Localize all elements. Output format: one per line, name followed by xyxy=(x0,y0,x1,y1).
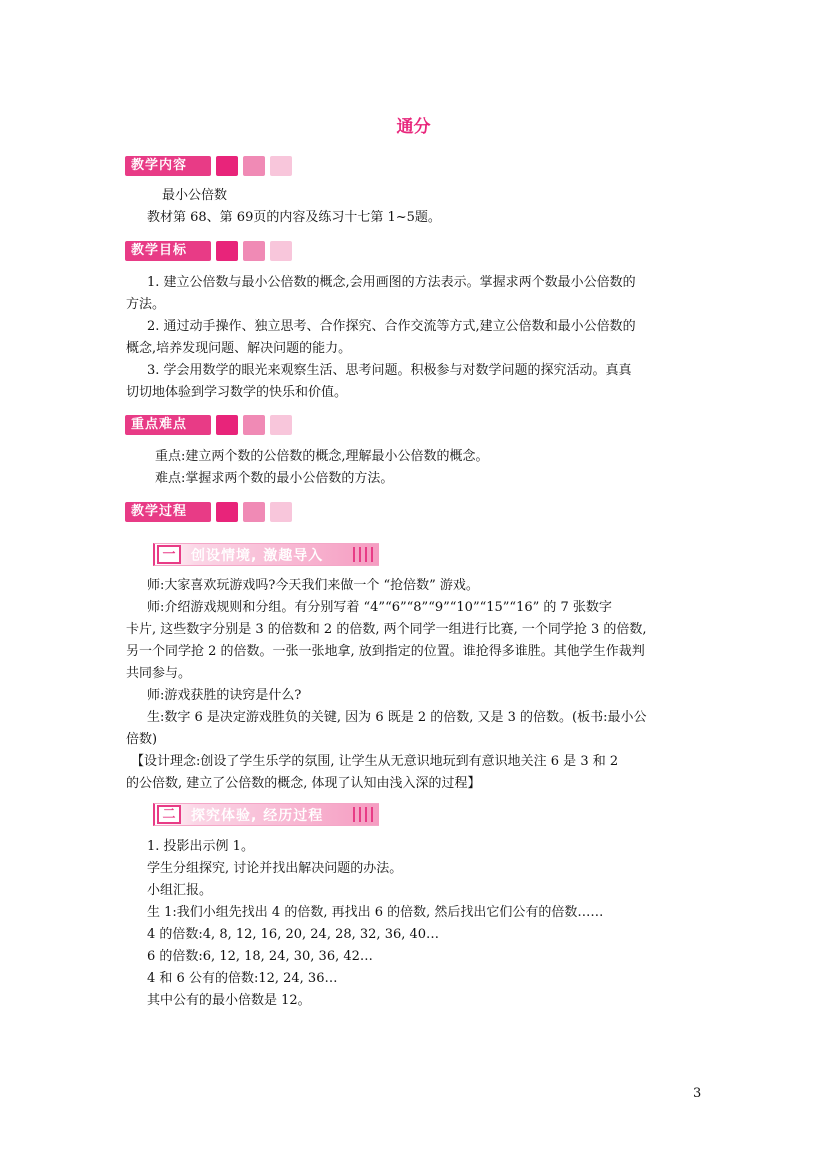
step-header-2 xyxy=(153,803,379,826)
paragraph-line: 6 的倍数:6, 12, 18, 24, 30, 36, 42… xyxy=(147,949,373,964)
paragraph-line: 小组汇报。 xyxy=(147,883,213,898)
content-line: 最小公倍数 xyxy=(162,188,228,203)
page-number: 3 xyxy=(693,1086,702,1101)
goal-line: 切切地体验到学习数学的快乐和价值。 xyxy=(126,385,348,400)
paragraph-line: 1. 投影出示例 1。 xyxy=(147,839,254,854)
paragraph-line: 师:介绍游戏规则和分组。有分别写着 “4”“6”“8”“9”“10”“15”“16” 的 7 张数字 xyxy=(147,600,612,615)
decor-square xyxy=(243,415,265,435)
design-note-line: 【设计理念:创设了学生乐学的氛围, 让学生从无意识地玩到有意识地关注 6 是 3 和 2 xyxy=(131,754,619,769)
paragraph-line: 4 的倍数:4, 8, 12, 16, 20, 24, 28, 32, 36, 40… xyxy=(147,927,440,942)
page-title: 通分 xyxy=(396,117,431,137)
paragraph-line: 倍数) xyxy=(126,732,158,747)
paragraph-line: 生 1:我们小组先找出 4 的倍数, 再找出 6 的倍数, 然后找出它们公有的倍数…… xyxy=(147,905,604,920)
section-header-process xyxy=(125,502,292,522)
step-title: 探究体验, 经历过程 xyxy=(191,807,324,824)
step-number: 二 xyxy=(157,805,181,824)
decor-stripes xyxy=(353,807,377,822)
content-line: 教材第 68、第 69页的内容及练习十七第 1~5题。 xyxy=(147,210,441,225)
step-number: 一 xyxy=(157,545,181,564)
paragraph-line: 卡片, 这些数字分别是 3 的倍数和 2 的倍数, 两个同学一组进行比赛, 一个同学抢 3 的倍数, xyxy=(126,622,647,637)
paragraph-line: 4 和 6 公有的倍数:12, 24, 36… xyxy=(147,971,338,986)
paragraph-line: 师:大家喜欢玩游戏吗?今天我们来做一个 “抢倍数” 游戏。 xyxy=(147,578,479,593)
goal-line: 3. 学会用数学的眼光来观察生活、思考问题。积极参与对数学问题的探究活动。真真 xyxy=(147,363,632,378)
key-line: 难点:掌握求两个数的最小公倍数的方法。 xyxy=(155,471,394,486)
decor-square xyxy=(216,241,238,261)
design-note-line: 的公倍数, 建立了公倍数的概念, 体现了认知由浅入深的过程】 xyxy=(126,776,481,791)
paragraph-line: 另一个同学抢 2 的倍数。一张一张地拿, 放到指定的位置。谁抢得多谁胜。其他学生作裁判 xyxy=(126,644,645,659)
decor-square xyxy=(270,415,292,435)
paragraph-line: 学生分组探究, 讨论并找出解决问题的办法。 xyxy=(147,861,403,876)
decor-square xyxy=(243,502,265,522)
goal-line: 1. 建立公倍数与最小公倍数的概念,会用画图的方法表示。掌握求两个数最小公倍数的 xyxy=(147,275,636,290)
decor-square xyxy=(243,156,265,176)
decor-stripes xyxy=(353,547,377,562)
key-line: 重点:建立两个数的公倍数的概念,理解最小公倍数的概念。 xyxy=(155,449,489,464)
step-title: 创设情境, 激趣导入 xyxy=(191,547,324,564)
section-label: 教学过程 xyxy=(125,502,211,522)
decor-square xyxy=(270,156,292,176)
section-label: 教学目标 xyxy=(125,241,211,261)
decor-square xyxy=(243,241,265,261)
goal-line: 方法。 xyxy=(126,297,166,312)
section-header-key xyxy=(125,415,292,435)
goal-line: 概念,培养发现问题、解决问题的能力。 xyxy=(126,341,352,356)
section-header-content xyxy=(125,156,292,176)
decor-square xyxy=(216,156,238,176)
section-label: 重点难点 xyxy=(125,415,211,435)
paragraph-line: 共同参与。 xyxy=(126,666,192,681)
decor-square xyxy=(216,415,238,435)
decor-square xyxy=(270,241,292,261)
paragraph-line: 其中公有的最小倍数是 12。 xyxy=(147,993,311,1008)
paragraph-line: 生:数字 6 是决定游戏胜负的关键, 因为 6 既是 2 的倍数, 又是 3 的倍数。(板书:最小公 xyxy=(147,710,647,725)
decor-square xyxy=(270,502,292,522)
goal-line: 2. 通过动手操作、独立思考、合作探究、合作交流等方式,建立公倍数和最小公倍数的 xyxy=(147,319,636,334)
paragraph-line: 师:游戏获胜的诀窍是什么? xyxy=(147,688,302,703)
decor-square xyxy=(216,502,238,522)
section-header-goals xyxy=(125,241,292,261)
step-header-1 xyxy=(153,543,379,566)
section-label: 教学内容 xyxy=(125,156,211,176)
